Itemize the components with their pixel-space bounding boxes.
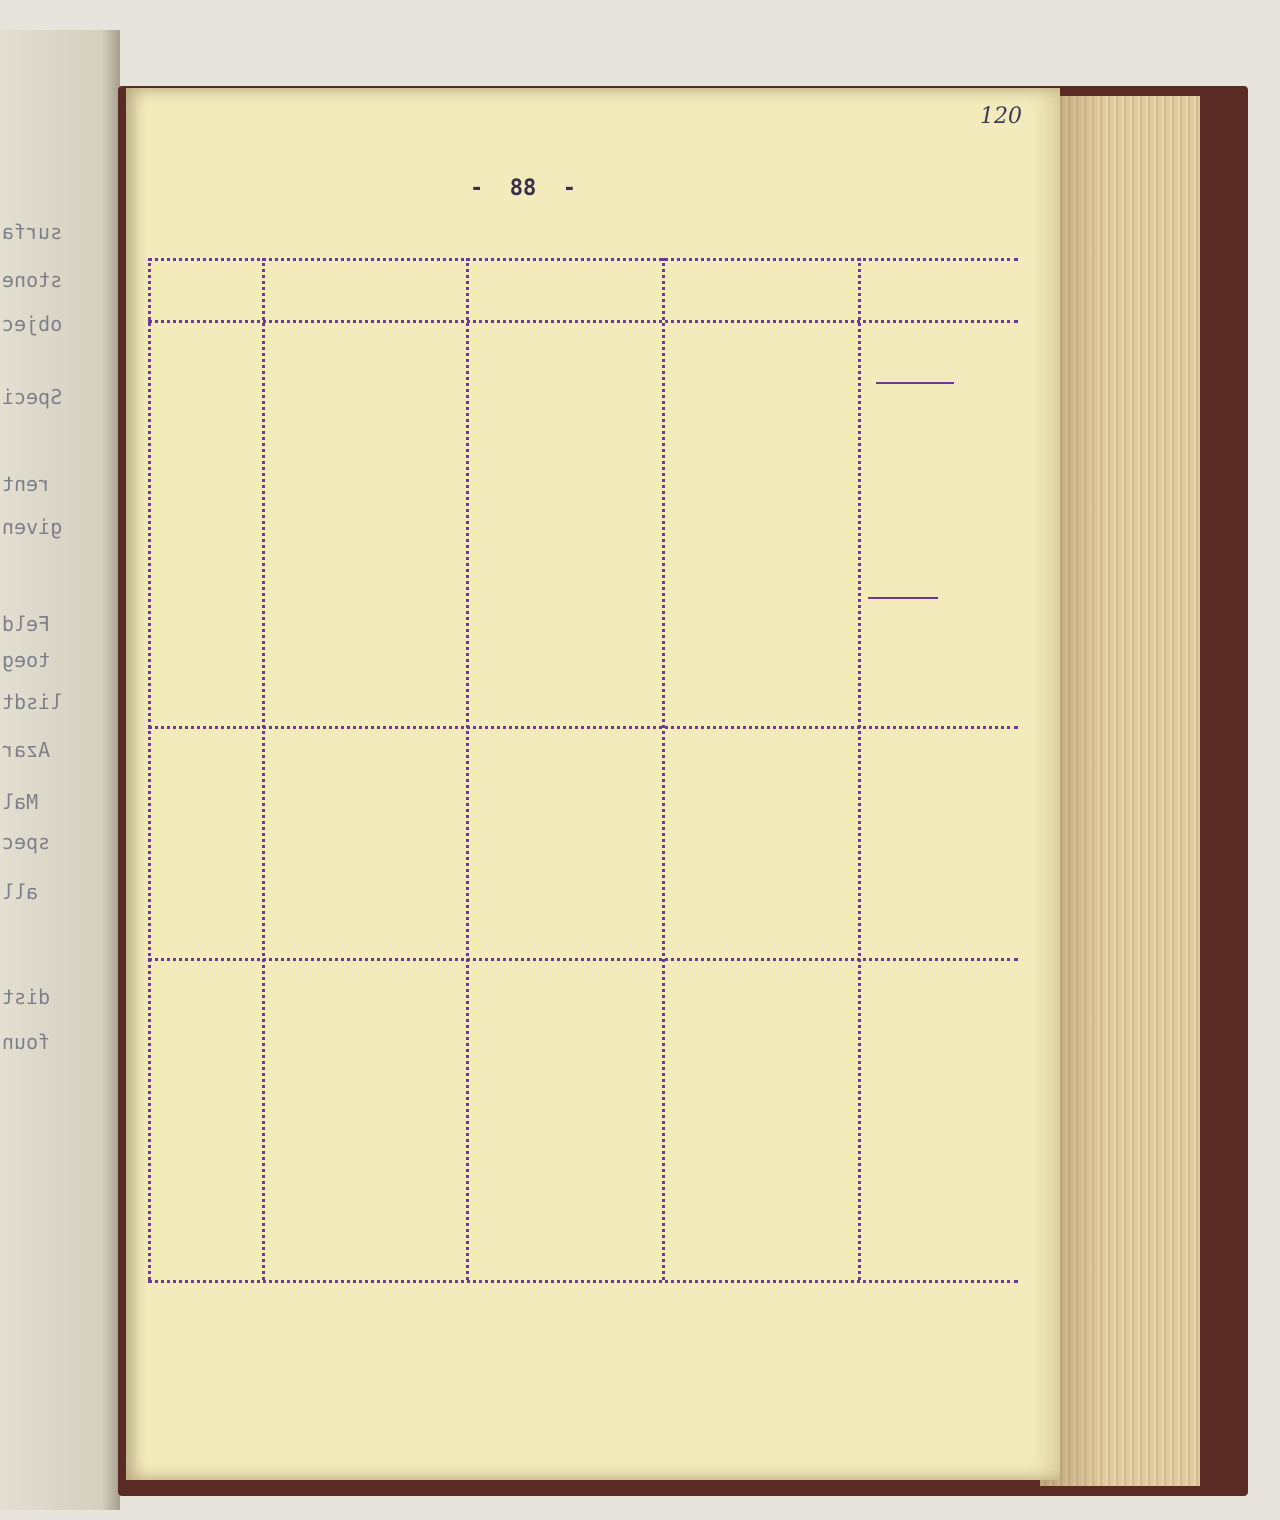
previous-page-word: foun [2, 1030, 51, 1054]
previous-page-word: Speci [2, 385, 63, 409]
previous-page-word: given [2, 515, 63, 539]
page-edges-shade [1040, 96, 1200, 1486]
column-rule [262, 258, 265, 1280]
column-rule [466, 258, 469, 1280]
previous-page-word: surfa [2, 220, 63, 244]
table-rule [148, 726, 1018, 729]
previous-page-word: all [2, 880, 39, 904]
previous-page-word: lisdt [2, 690, 63, 714]
column-rule [662, 258, 665, 1280]
female-underline [876, 382, 954, 384]
table-rule [148, 258, 1018, 261]
previous-page-word: stone [2, 268, 63, 292]
page-number: - 88 - [470, 176, 576, 201]
previous-page-word: Feld [2, 612, 51, 636]
previous-page-word: Azar [2, 738, 51, 762]
previous-page-mirror-text [0, 30, 120, 1510]
handwritten-folio-number: 120 [980, 104, 1022, 129]
table-rule [148, 958, 1018, 961]
column-rule [148, 258, 151, 1280]
previous-page-word: spec [2, 830, 51, 854]
column-rule [858, 258, 861, 1280]
document-page [126, 88, 1060, 1480]
previous-page-edge [0, 30, 120, 1510]
male-underline [868, 597, 938, 599]
table-rule [148, 1280, 1018, 1283]
previous-page-word: toeg [2, 648, 51, 672]
table-rule [148, 320, 1018, 323]
previous-page-word: rent [2, 472, 51, 496]
previous-page-word: objec [2, 312, 63, 336]
previous-page-word: dist [2, 985, 51, 1009]
previous-page-word: Mal [2, 790, 39, 814]
